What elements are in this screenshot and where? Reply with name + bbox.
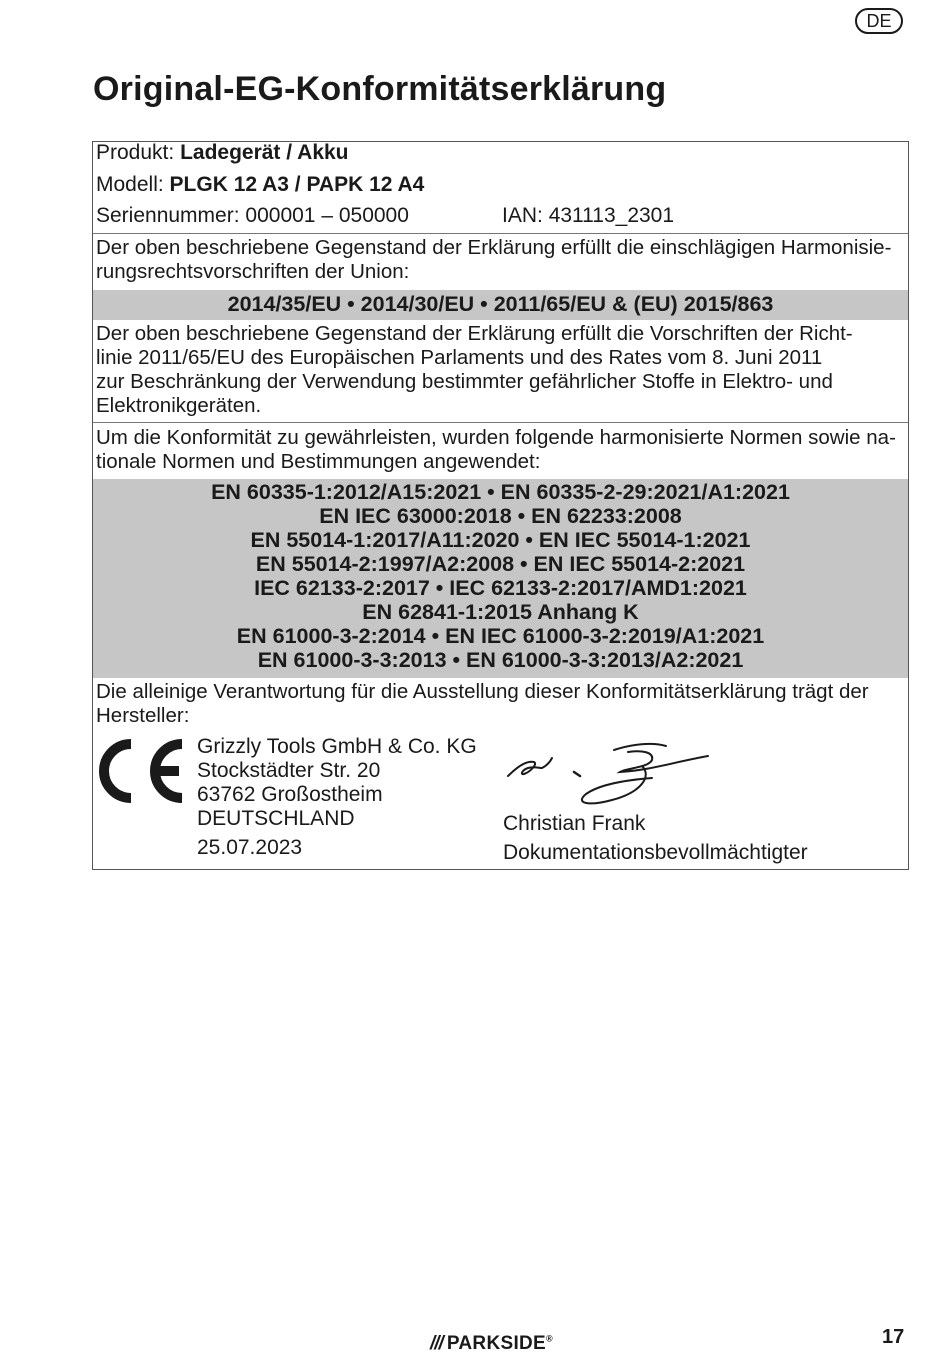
- union-statement: [96, 236, 902, 284]
- product-line: [96, 141, 349, 165]
- directives-text: 2014/35/EU • 2014/30/EU • 2011/65/EU & (EU) 2015/863: [227, 292, 774, 316]
- serial-value: 000001 – 050000: [245, 204, 409, 227]
- declaration-date: 25.07.2023: [197, 836, 303, 859]
- manufacturer-name: Grizzly Tools GmbH & Co. KG: [197, 735, 477, 758]
- manufacturer-street: Stockstädter Str. 20: [197, 759, 381, 782]
- rohs-statement-line: Elektronikgeräten.: [96, 394, 262, 417]
- signatory-name: Christian Frank: [503, 812, 646, 835]
- page-title: Original-EG-Konformitätserklärung: [93, 70, 667, 108]
- standard-line: EN 60335-1:2012/A15:2021 • EN 60335-2-29:2021/A1:2021: [211, 480, 790, 504]
- language-badge: DE: [855, 8, 903, 34]
- directives-band: [93, 290, 908, 320]
- standard-line: EN 55014-1:2017/A11:2020 • EN IEC 55014-1:2021: [250, 528, 751, 552]
- registered-mark: ®: [546, 1333, 553, 1344]
- product-value: Ladegerät / Akku: [180, 141, 349, 164]
- page-number: 17: [882, 1326, 905, 1348]
- norms-statement: [96, 426, 902, 474]
- signatory-role: Dokumentationsbevollmächtigter: [503, 841, 808, 864]
- model-label: Modell:: [96, 173, 164, 196]
- serial-line: [96, 204, 409, 228]
- standards-band: [93, 479, 908, 678]
- serial-label: Seriennummer:: [96, 204, 240, 227]
- brand-logo: [430, 1333, 553, 1355]
- product-label: Produkt:: [96, 141, 175, 164]
- ian-value: 431113_2301: [548, 204, 675, 227]
- divider: [93, 422, 908, 423]
- union-statement-line: Der oben beschriebene Gegenstand der Erklärung erfüllt die einschlägigen Harmonisie-: [96, 236, 892, 259]
- standard-line: IEC 62133-2:2017 • IEC 62133-2:2017/AMD1:2021: [254, 576, 747, 600]
- standard-line: EN 62841-1:2015 Anhang K: [362, 600, 639, 624]
- model-value: PLGK 12 A3 / PAPK 12 A4: [169, 173, 425, 196]
- manufacturer-city: 63762 Großostheim: [197, 783, 383, 806]
- brand-name: PARKSIDE: [446, 1333, 547, 1354]
- ian-line: [502, 204, 674, 228]
- rohs-statement-line: Der oben beschriebene Gegenstand der Erklärung erfüllt die Vorschriften der Richt-: [96, 322, 853, 345]
- standard-line: EN IEC 63000:2018 • EN 62233:2008: [319, 504, 682, 528]
- brand-slashes-icon: ///: [430, 1333, 443, 1354]
- signature-image: [502, 738, 712, 810]
- standard-line: EN 55014-2:1997/A2:2008 • EN IEC 55014-2:2021: [255, 552, 746, 576]
- ce-mark-icon: [95, 738, 187, 804]
- divider: [93, 233, 908, 234]
- rohs-statement-line: linie 2011/65/EU des Europäischen Parlaments und des Rates vom 8. Juni 2011: [96, 346, 823, 369]
- model-line: [96, 173, 424, 197]
- rohs-statement-line: zur Beschränkung der Verwendung bestimmter gefährlicher Stoffe in Elektro- und: [96, 370, 833, 393]
- union-statement-line: rungsrechtsvorschriften der Union:: [96, 260, 410, 283]
- ian-label: IAN:: [502, 204, 543, 227]
- standard-line: EN 61000-3-2:2014 • EN IEC 61000-3-2:2019/A1:2021: [236, 624, 765, 648]
- norms-statement-line: tionale Normen und Bestimmungen angewendet:: [96, 450, 541, 473]
- norms-statement-line: Um die Konformität zu gewährleisten, wurden folgende harmonisierte Normen sowie na-: [96, 426, 896, 449]
- manufacturer-country: DEUTSCHLAND: [197, 807, 355, 830]
- standard-line: EN 61000-3-3:2013 • EN 61000-3-3:2013/A2:2021: [257, 648, 744, 672]
- responsibility-statement-line: Die alleinige Verantwortung für die Ausstellung dieser Konformitätserklärung trägt der: [96, 680, 869, 703]
- responsibility-statement: [96, 680, 902, 728]
- responsibility-statement-line: Hersteller:: [96, 704, 190, 727]
- rohs-statement: [96, 322, 902, 418]
